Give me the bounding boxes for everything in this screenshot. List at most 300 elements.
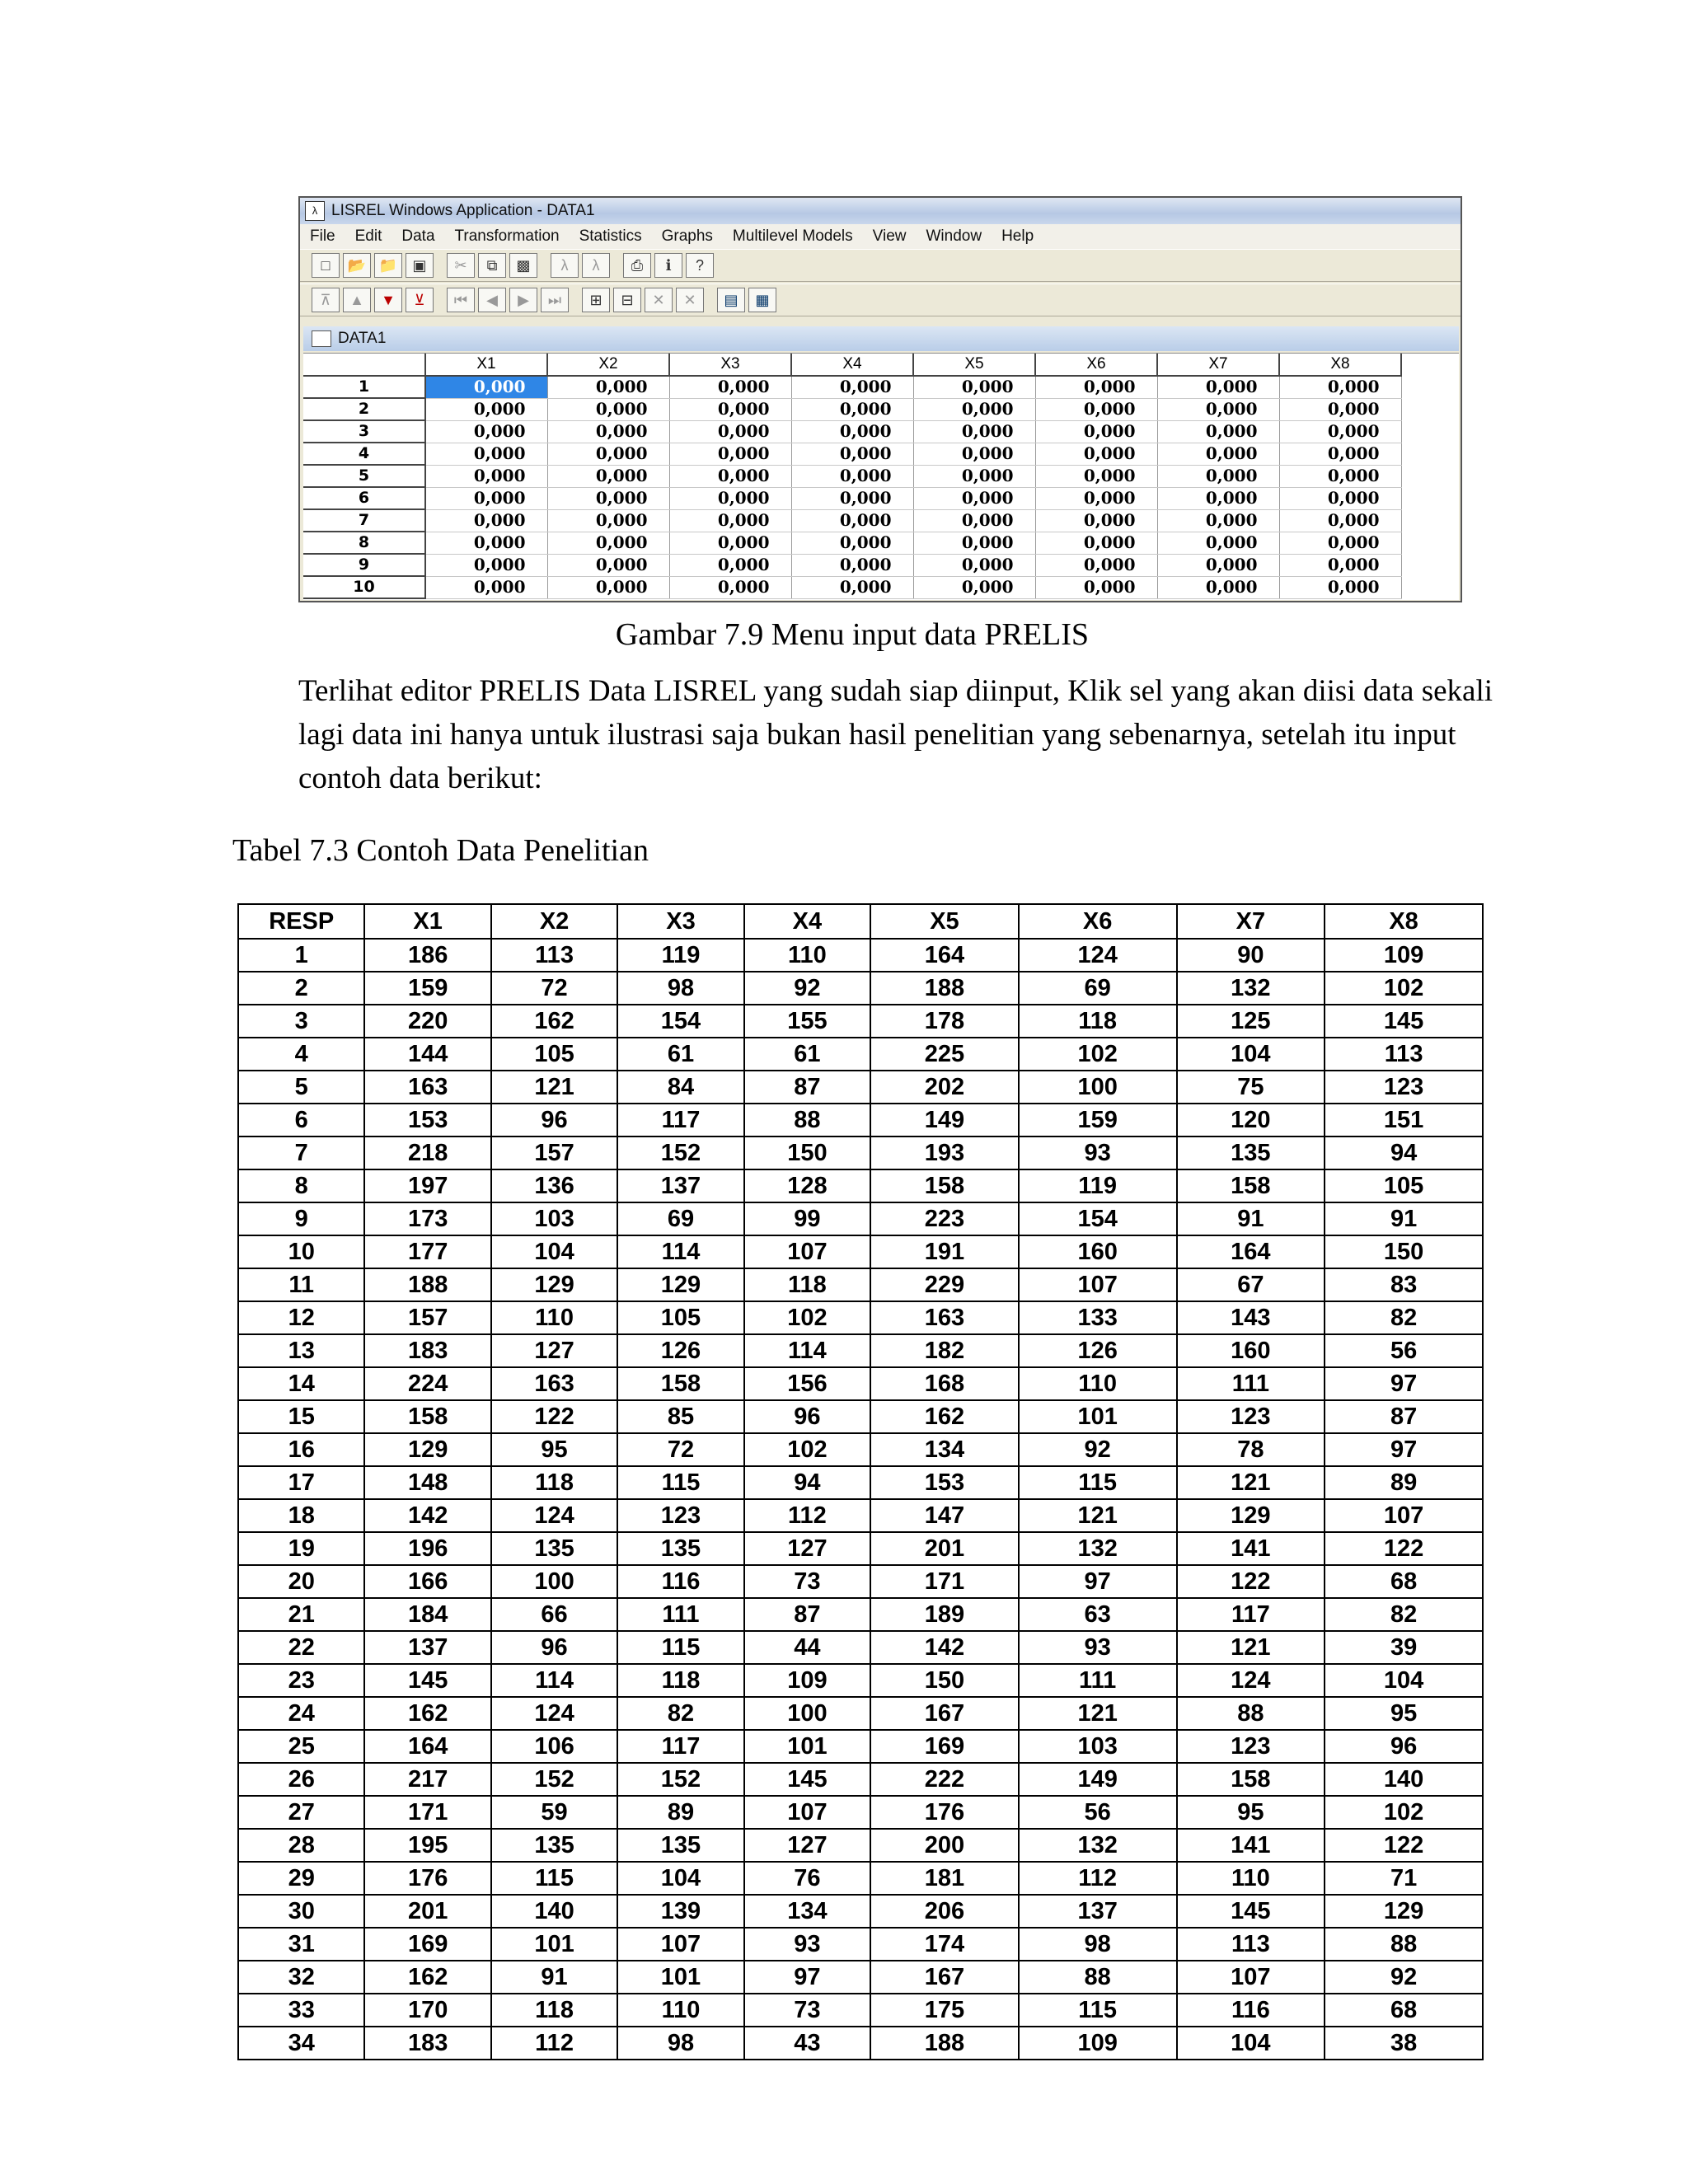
grid-cell[interactable]: 0,000	[1279, 509, 1401, 532]
table-cell: 107	[1325, 1499, 1483, 1532]
grid-cell[interactable]: 0,000	[1157, 487, 1279, 509]
table-cell: 118	[491, 1466, 617, 1499]
grid-cell[interactable]: 0,000	[425, 376, 547, 398]
table-cell: 90	[1177, 939, 1325, 972]
table-cell: 32	[238, 1961, 364, 1994]
grid-cell[interactable]: 0,000	[547, 465, 669, 487]
grid-row-header[interactable]: 5	[303, 465, 425, 487]
table-cell: 188	[870, 972, 1019, 1005]
table-cell: 117	[1177, 1598, 1325, 1631]
grid-cell[interactable]: 0,000	[669, 554, 791, 576]
grid-cell[interactable]: 0,000	[669, 487, 791, 509]
grid-cell[interactable]: 0,000	[425, 443, 547, 465]
grid-column-header[interactable]: X2	[547, 354, 669, 376]
paste-icon[interactable]: ▩	[509, 253, 537, 278]
table-cell: 176	[870, 1796, 1019, 1829]
grid-cell[interactable]: 0,000	[913, 554, 1035, 576]
table-cell: 78	[1177, 1433, 1325, 1466]
table-cell: 129	[1177, 1499, 1325, 1532]
table-cell: 13	[238, 1334, 364, 1367]
data-window-name: DATA1	[338, 330, 387, 347]
table-cell: 71	[1325, 1862, 1483, 1895]
table-cell: 140	[1325, 1763, 1483, 1796]
table-cell: 30	[238, 1895, 364, 1928]
grid-cell[interactable]: 0,000	[669, 420, 791, 443]
variable-info-icon[interactable]: ⊞	[582, 288, 610, 312]
table-cell: 171	[364, 1796, 490, 1829]
table-cell: 121	[1019, 1697, 1177, 1730]
table-row	[238, 1796, 1483, 1829]
grid-cell[interactable]: 0,000	[425, 398, 547, 420]
grid-row-header[interactable]: 7	[303, 509, 425, 532]
run-lisrel-icon[interactable]: λ	[551, 253, 579, 278]
table-cell: 76	[744, 1862, 870, 1895]
table-cell: 31	[238, 1928, 364, 1961]
menu-edit[interactable]: Edit	[354, 227, 382, 245]
table-cell: 229	[870, 1268, 1019, 1301]
table-cell: 157	[491, 1137, 617, 1169]
table-cell: 134	[744, 1895, 870, 1928]
grid-cell[interactable]: 0,000	[913, 576, 1035, 598]
table-cell: 109	[744, 1664, 870, 1697]
grid-cell[interactable]: 0,000	[913, 532, 1035, 554]
table-cell: 188	[364, 1268, 490, 1301]
body-paragraph: Terlihat editor PRELIS Data LISREL yang sudah siap diinput, Klik sel yang akan diisi data sekali lagi data ini hanya untuk ilustrasi saja bukan hasil penelitian yang sebenarnya, setelah itu input contoh data berikut:	[298, 674, 1493, 795]
grid-cell[interactable]: 0,000	[547, 420, 669, 443]
grid-cell[interactable]: 0,000	[1157, 398, 1279, 420]
grid-cell[interactable]: 0,000	[547, 487, 669, 509]
table-cell: 96	[744, 1400, 870, 1433]
table-cell: 73	[744, 1994, 870, 2027]
grid-cell[interactable]: 0,000	[547, 509, 669, 532]
table-cell: 26	[238, 1763, 364, 1796]
table-cell: 201	[364, 1895, 490, 1928]
grid-row-header[interactable]: 3	[303, 420, 425, 443]
bar-chart-icon[interactable]: ▤	[717, 288, 745, 312]
grid-cell[interactable]: 0,000	[425, 509, 547, 532]
table-cell: 145	[1325, 1005, 1483, 1038]
table-cell: 141	[1177, 1829, 1325, 1862]
table-cell: 162	[364, 1961, 490, 1994]
grid-cell[interactable]: 0,000	[1035, 487, 1157, 509]
grid-row-header[interactable]: 9	[303, 554, 425, 576]
grid-column-header[interactable]: X5	[913, 354, 1035, 376]
table-cell: 15	[238, 1400, 364, 1433]
table-cell: 225	[870, 1038, 1019, 1071]
table-cell: 188	[870, 2027, 1019, 2060]
table-row	[238, 1631, 1483, 1664]
table-cell: 124	[1177, 1664, 1325, 1697]
table-cell: 223	[870, 1202, 1019, 1235]
table-cell: 101	[617, 1961, 743, 1994]
menu-help[interactable]: Help	[1001, 227, 1034, 245]
grid-cell[interactable]: 0,000	[1035, 420, 1157, 443]
table-header-x3: X3	[617, 904, 743, 939]
table-cell: 91	[1177, 1202, 1325, 1235]
table-cell: 99	[744, 1202, 870, 1235]
copy-icon[interactable]: ⧉	[478, 253, 506, 278]
grid-cell[interactable]: 0,000	[1279, 443, 1401, 465]
table-cell: 149	[1019, 1763, 1177, 1796]
table-cell: 87	[744, 1071, 870, 1104]
table-cell: 153	[364, 1104, 490, 1137]
grid-row-header[interactable]: 1	[303, 376, 425, 398]
delete-variable-icon[interactable]: ✕	[645, 288, 673, 312]
table-cell: 4	[238, 1038, 364, 1071]
grid-cell[interactable]: 0,000	[1035, 376, 1157, 398]
data-grid[interactable]	[303, 353, 1459, 600]
grid-column-header[interactable]: X3	[669, 354, 791, 376]
table-cell: 25	[238, 1730, 364, 1763]
table-cell: 178	[870, 1005, 1019, 1038]
table-cell: 68	[1325, 1994, 1483, 2027]
move-top-icon[interactable]: ⊼	[312, 288, 340, 312]
table-row	[238, 1268, 1483, 1301]
info-icon[interactable]: ℹ	[654, 253, 682, 278]
grid-cell[interactable]: 0,000	[1279, 532, 1401, 554]
move-down-icon[interactable]: ▼	[374, 288, 402, 312]
table-cell: 110	[744, 939, 870, 972]
table-cell: 196	[364, 1532, 490, 1565]
grid-cell[interactable]: 0,000	[1157, 576, 1279, 598]
table-cell: 158	[870, 1169, 1019, 1202]
previous-record-icon[interactable]: ◀	[478, 288, 506, 312]
grid-row	[303, 420, 1401, 443]
table-cell: 115	[1019, 1466, 1177, 1499]
table-cell: 93	[1019, 1137, 1177, 1169]
grid-cell[interactable]: 0,000	[425, 487, 547, 509]
table-cell: 118	[1019, 1005, 1177, 1038]
table-cell: 93	[1019, 1631, 1177, 1664]
table-cell: 69	[1019, 972, 1177, 1005]
table-cell: 67	[1177, 1268, 1325, 1301]
grid-cell[interactable]: 0,000	[791, 398, 913, 420]
grid-row	[303, 576, 1401, 598]
move-up-icon[interactable]: ▲	[343, 288, 371, 312]
grid-cell[interactable]: 0,000	[791, 465, 913, 487]
table-cell: 125	[1177, 1005, 1325, 1038]
run-prelis-icon[interactable]: λ	[582, 253, 610, 278]
grid-cell[interactable]: 0,000	[1279, 398, 1401, 420]
table-cell: 144	[364, 1038, 490, 1071]
grid-corner[interactable]	[303, 354, 425, 376]
table-row	[238, 1038, 1483, 1071]
table-row	[238, 1697, 1483, 1730]
grid-cell[interactable]: 0,000	[791, 420, 913, 443]
delete-case-icon[interactable]: ✕	[676, 288, 704, 312]
grid-cell[interactable]: 0,000	[425, 420, 547, 443]
window-title: LISREL Windows Application - DATA1	[331, 202, 595, 219]
table-cell: 166	[364, 1565, 490, 1598]
table-cell: 88	[1019, 1961, 1177, 1994]
print-icon[interactable]: ⎙	[623, 253, 651, 278]
table-cell: 202	[870, 1071, 1019, 1104]
table-cell: 164	[364, 1730, 490, 1763]
grid-cell[interactable]: 0,000	[913, 376, 1035, 398]
grid-cell[interactable]: 0,000	[1157, 532, 1279, 554]
table-cell: 113	[1325, 1038, 1483, 1071]
save-icon[interactable]: ▣	[406, 253, 434, 278]
grid-cell[interactable]: 0,000	[669, 376, 791, 398]
table-row	[238, 1367, 1483, 1400]
menu-graphs[interactable]: Graphs	[661, 227, 713, 245]
menu-bar	[300, 224, 1461, 249]
table-cell: 101	[1019, 1400, 1177, 1433]
table-cell: 127	[744, 1532, 870, 1565]
table-row	[238, 1433, 1483, 1466]
table-cell: 18	[238, 1499, 364, 1532]
table-cell: 171	[870, 1565, 1019, 1598]
table-cell: 102	[1325, 1796, 1483, 1829]
grid-cell[interactable]: 0,000	[547, 398, 669, 420]
grid-cell[interactable]: 0,000	[547, 576, 669, 598]
menu-transformation[interactable]: Transformation	[454, 227, 560, 245]
table-cell: 160	[1019, 1235, 1177, 1268]
table-cell: 152	[617, 1763, 743, 1796]
table-cell: 23	[238, 1664, 364, 1697]
table-cell: 126	[1019, 1334, 1177, 1367]
grid-cell[interactable]: 0,000	[1279, 554, 1401, 576]
grid-cell[interactable]: 0,000	[547, 376, 669, 398]
grid-cell[interactable]: 0,000	[669, 398, 791, 420]
grid-cell[interactable]: 0,000	[791, 532, 913, 554]
grid-cell[interactable]: 0,000	[1035, 443, 1157, 465]
table-cell: 117	[617, 1730, 743, 1763]
table-cell: 1	[238, 939, 364, 972]
table-cell: 107	[1019, 1268, 1177, 1301]
table-cell: 155	[744, 1005, 870, 1038]
first-record-icon[interactable]: ⏮	[447, 288, 475, 312]
table-cell: 121	[1177, 1466, 1325, 1499]
insert-variable-icon[interactable]: ⊟	[613, 288, 641, 312]
grid-cell[interactable]: 0,000	[669, 465, 791, 487]
grid-cell[interactable]: 0,000	[1157, 509, 1279, 532]
table-cell: 119	[617, 939, 743, 972]
table-cell: 105	[1325, 1169, 1483, 1202]
table-cell: 110	[1019, 1367, 1177, 1400]
grid-cell[interactable]: 0,000	[1035, 554, 1157, 576]
table-row	[238, 1235, 1483, 1268]
table-cell: 92	[1325, 1961, 1483, 1994]
grid-cell[interactable]: 0,000	[913, 398, 1035, 420]
menu-statistics[interactable]: Statistics	[579, 227, 642, 245]
table-row	[238, 972, 1483, 1005]
grid-cell[interactable]: 0,000	[1157, 465, 1279, 487]
table-cell: 168	[870, 1367, 1019, 1400]
grid-cell[interactable]: 0,000	[791, 443, 913, 465]
table-cell: 142	[364, 1499, 490, 1532]
open-folder-icon[interactable]: 📁	[374, 253, 402, 278]
grid-cell[interactable]: 0,000	[425, 554, 547, 576]
table-cell: 169	[364, 1928, 490, 1961]
table-cell: 22	[238, 1631, 364, 1664]
menu-multilevel-models[interactable]: Multilevel Models	[732, 227, 853, 245]
table-row	[238, 1466, 1483, 1499]
table-cell: 126	[617, 1334, 743, 1367]
table-cell: 158	[617, 1367, 743, 1400]
table-cell: 123	[1177, 1400, 1325, 1433]
table-cell: 124	[491, 1697, 617, 1730]
table-cell: 177	[364, 1235, 490, 1268]
grid-row	[303, 398, 1401, 420]
help-icon[interactable]: ?	[686, 253, 714, 278]
new-file-icon[interactable]: □	[312, 253, 340, 278]
grid-cell[interactable]: 0,000	[669, 532, 791, 554]
table-row	[238, 1895, 1483, 1928]
grid-cell[interactable]: 0,000	[425, 576, 547, 598]
grid-row-header[interactable]: 4	[303, 443, 425, 465]
grid-cell[interactable]: 0,000	[791, 576, 913, 598]
grid-cell[interactable]: 0,000	[1035, 532, 1157, 554]
grid-cell[interactable]: 0,000	[913, 465, 1035, 487]
table-cell: 111	[617, 1598, 743, 1631]
grid-row	[303, 443, 1401, 465]
grid-cell[interactable]: 0,000	[547, 554, 669, 576]
table-cell: 222	[870, 1763, 1019, 1796]
grid-cell[interactable]: 0,000	[1035, 398, 1157, 420]
grid-cell[interactable]: 0,000	[425, 465, 547, 487]
table-cell: 104	[1325, 1664, 1483, 1697]
table-cell: 158	[364, 1400, 490, 1433]
table-cell: 110	[1177, 1862, 1325, 1895]
table-cell: 109	[1325, 939, 1483, 972]
grid-cell[interactable]: 0,000	[547, 443, 669, 465]
grid-column-header[interactable]: X4	[791, 354, 913, 376]
grid-cell[interactable]: 0,000	[425, 532, 547, 554]
grid-row-header[interactable]: 6	[303, 487, 425, 509]
table-cell: 163	[364, 1071, 490, 1104]
next-record-icon[interactable]: ▶	[509, 288, 537, 312]
table-cell: 132	[1019, 1532, 1177, 1565]
table-cell: 104	[491, 1235, 617, 1268]
grid-column-header[interactable]: X6	[1035, 354, 1157, 376]
research-data-table	[237, 903, 1484, 2060]
grid-cell[interactable]: 0,000	[669, 576, 791, 598]
grid-cell[interactable]: 0,000	[547, 532, 669, 554]
table-cell: 145	[1177, 1895, 1325, 1928]
table-cell: 132	[1177, 972, 1325, 1005]
grid-cell[interactable]: 0,000	[1157, 443, 1279, 465]
table-cell: 141	[1177, 1532, 1325, 1565]
grid-cell[interactable]: 0,000	[913, 443, 1035, 465]
grid-cell[interactable]: 0,000	[1279, 487, 1401, 509]
grid-cell[interactable]: 0,000	[1035, 576, 1157, 598]
table-cell: 175	[870, 1994, 1019, 2027]
grid-cell[interactable]: 0,000	[1279, 376, 1401, 398]
grid-row-header[interactable]: 2	[303, 398, 425, 420]
open-file-icon[interactable]: 📂	[343, 253, 371, 278]
table-cell: 183	[364, 1334, 490, 1367]
table-cell: 140	[491, 1895, 617, 1928]
grid-column-header[interactable]: X1	[425, 354, 547, 376]
table-cell: 129	[364, 1433, 490, 1466]
table-cell: 150	[744, 1137, 870, 1169]
data-document-icon	[312, 330, 331, 347]
table-cell: 43	[744, 2027, 870, 2060]
grid-cell[interactable]: 0,000	[669, 509, 791, 532]
grid-cell[interactable]: 0,000	[791, 487, 913, 509]
table-row	[238, 1071, 1483, 1104]
table-cell: 110	[491, 1301, 617, 1334]
table-cell: 112	[491, 2027, 617, 2060]
table-cell: 158	[1177, 1763, 1325, 1796]
table-cell: 109	[1019, 2027, 1177, 2060]
table-cell: 106	[491, 1730, 617, 1763]
table-cell: 110	[617, 1994, 743, 2027]
table-cell: 220	[364, 1005, 490, 1038]
table-cell: 91	[1325, 1202, 1483, 1235]
table-cell: 75	[1177, 1071, 1325, 1104]
grid-cell[interactable]: 0,000	[1157, 554, 1279, 576]
table-header-x6: X6	[1019, 904, 1177, 939]
grid-cell[interactable]: 0,000	[1157, 420, 1279, 443]
grid-cell[interactable]: 0,000	[913, 487, 1035, 509]
table-cell: 72	[491, 972, 617, 1005]
table-cell: 100	[744, 1697, 870, 1730]
table-cell: 14	[238, 1367, 364, 1400]
table-cell: 97	[744, 1961, 870, 1994]
grid-column-header[interactable]: X7	[1157, 354, 1279, 376]
grid-row-header[interactable]: 10	[303, 576, 425, 598]
table-cell: 104	[1177, 2027, 1325, 2060]
table-cell: 107	[744, 1235, 870, 1268]
table-cell: 163	[870, 1301, 1019, 1334]
table-cell: 154	[617, 1005, 743, 1038]
table-row	[238, 1730, 1483, 1763]
table-cell: 142	[870, 1631, 1019, 1664]
table-cell: 118	[491, 1994, 617, 2027]
table-cell: 123	[1325, 1071, 1483, 1104]
table-row	[238, 1664, 1483, 1697]
menu-window[interactable]: Window	[926, 227, 982, 245]
move-bottom-icon[interactable]: ⊻	[406, 288, 434, 312]
grid-cell[interactable]: 0,000	[1157, 376, 1279, 398]
last-record-icon[interactable]: ⏭	[541, 288, 569, 312]
grid-cell[interactable]: 0,000	[1279, 465, 1401, 487]
grid-cell[interactable]: 0,000	[791, 376, 913, 398]
table-cell: 137	[617, 1169, 743, 1202]
grid-cell[interactable]: 0,000	[1035, 509, 1157, 532]
table-cell: 191	[870, 1235, 1019, 1268]
grid-cell[interactable]: 0,000	[1279, 576, 1401, 598]
table-cell: 153	[870, 1466, 1019, 1499]
table-cell: 135	[491, 1829, 617, 1862]
menu-data[interactable]: Data	[401, 227, 435, 245]
table-cell: 183	[364, 2027, 490, 2060]
grid-row-header[interactable]: 8	[303, 532, 425, 554]
grid-cell[interactable]: 0,000	[669, 443, 791, 465]
menu-file[interactable]: File	[310, 227, 335, 245]
table-cell: 111	[1177, 1367, 1325, 1400]
grid-cell[interactable]: 0,000	[913, 420, 1035, 443]
grid-cell[interactable]: 0,000	[913, 509, 1035, 532]
table-cell: 21	[238, 1598, 364, 1631]
grid-cell[interactable]: 0,000	[1279, 420, 1401, 443]
figure-caption: Gambar 7.9 Menu input data PRELIS	[615, 617, 1090, 652]
table-cell: 160	[1177, 1334, 1325, 1367]
cut-icon[interactable]: ✂	[447, 253, 475, 278]
menu-view[interactable]: View	[872, 227, 907, 245]
grid-column-header[interactable]: X8	[1279, 354, 1401, 376]
grid-cell[interactable]: 0,000	[791, 554, 913, 576]
table-cell: 102	[744, 1301, 870, 1334]
table-cell: 174	[870, 1928, 1019, 1961]
scatter-plot-icon[interactable]: ▦	[748, 288, 776, 312]
table-cell: 93	[744, 1928, 870, 1961]
grid-cell[interactable]: 0,000	[1035, 465, 1157, 487]
grid-cell[interactable]: 0,000	[791, 509, 913, 532]
table-cell: 56	[1325, 1334, 1483, 1367]
